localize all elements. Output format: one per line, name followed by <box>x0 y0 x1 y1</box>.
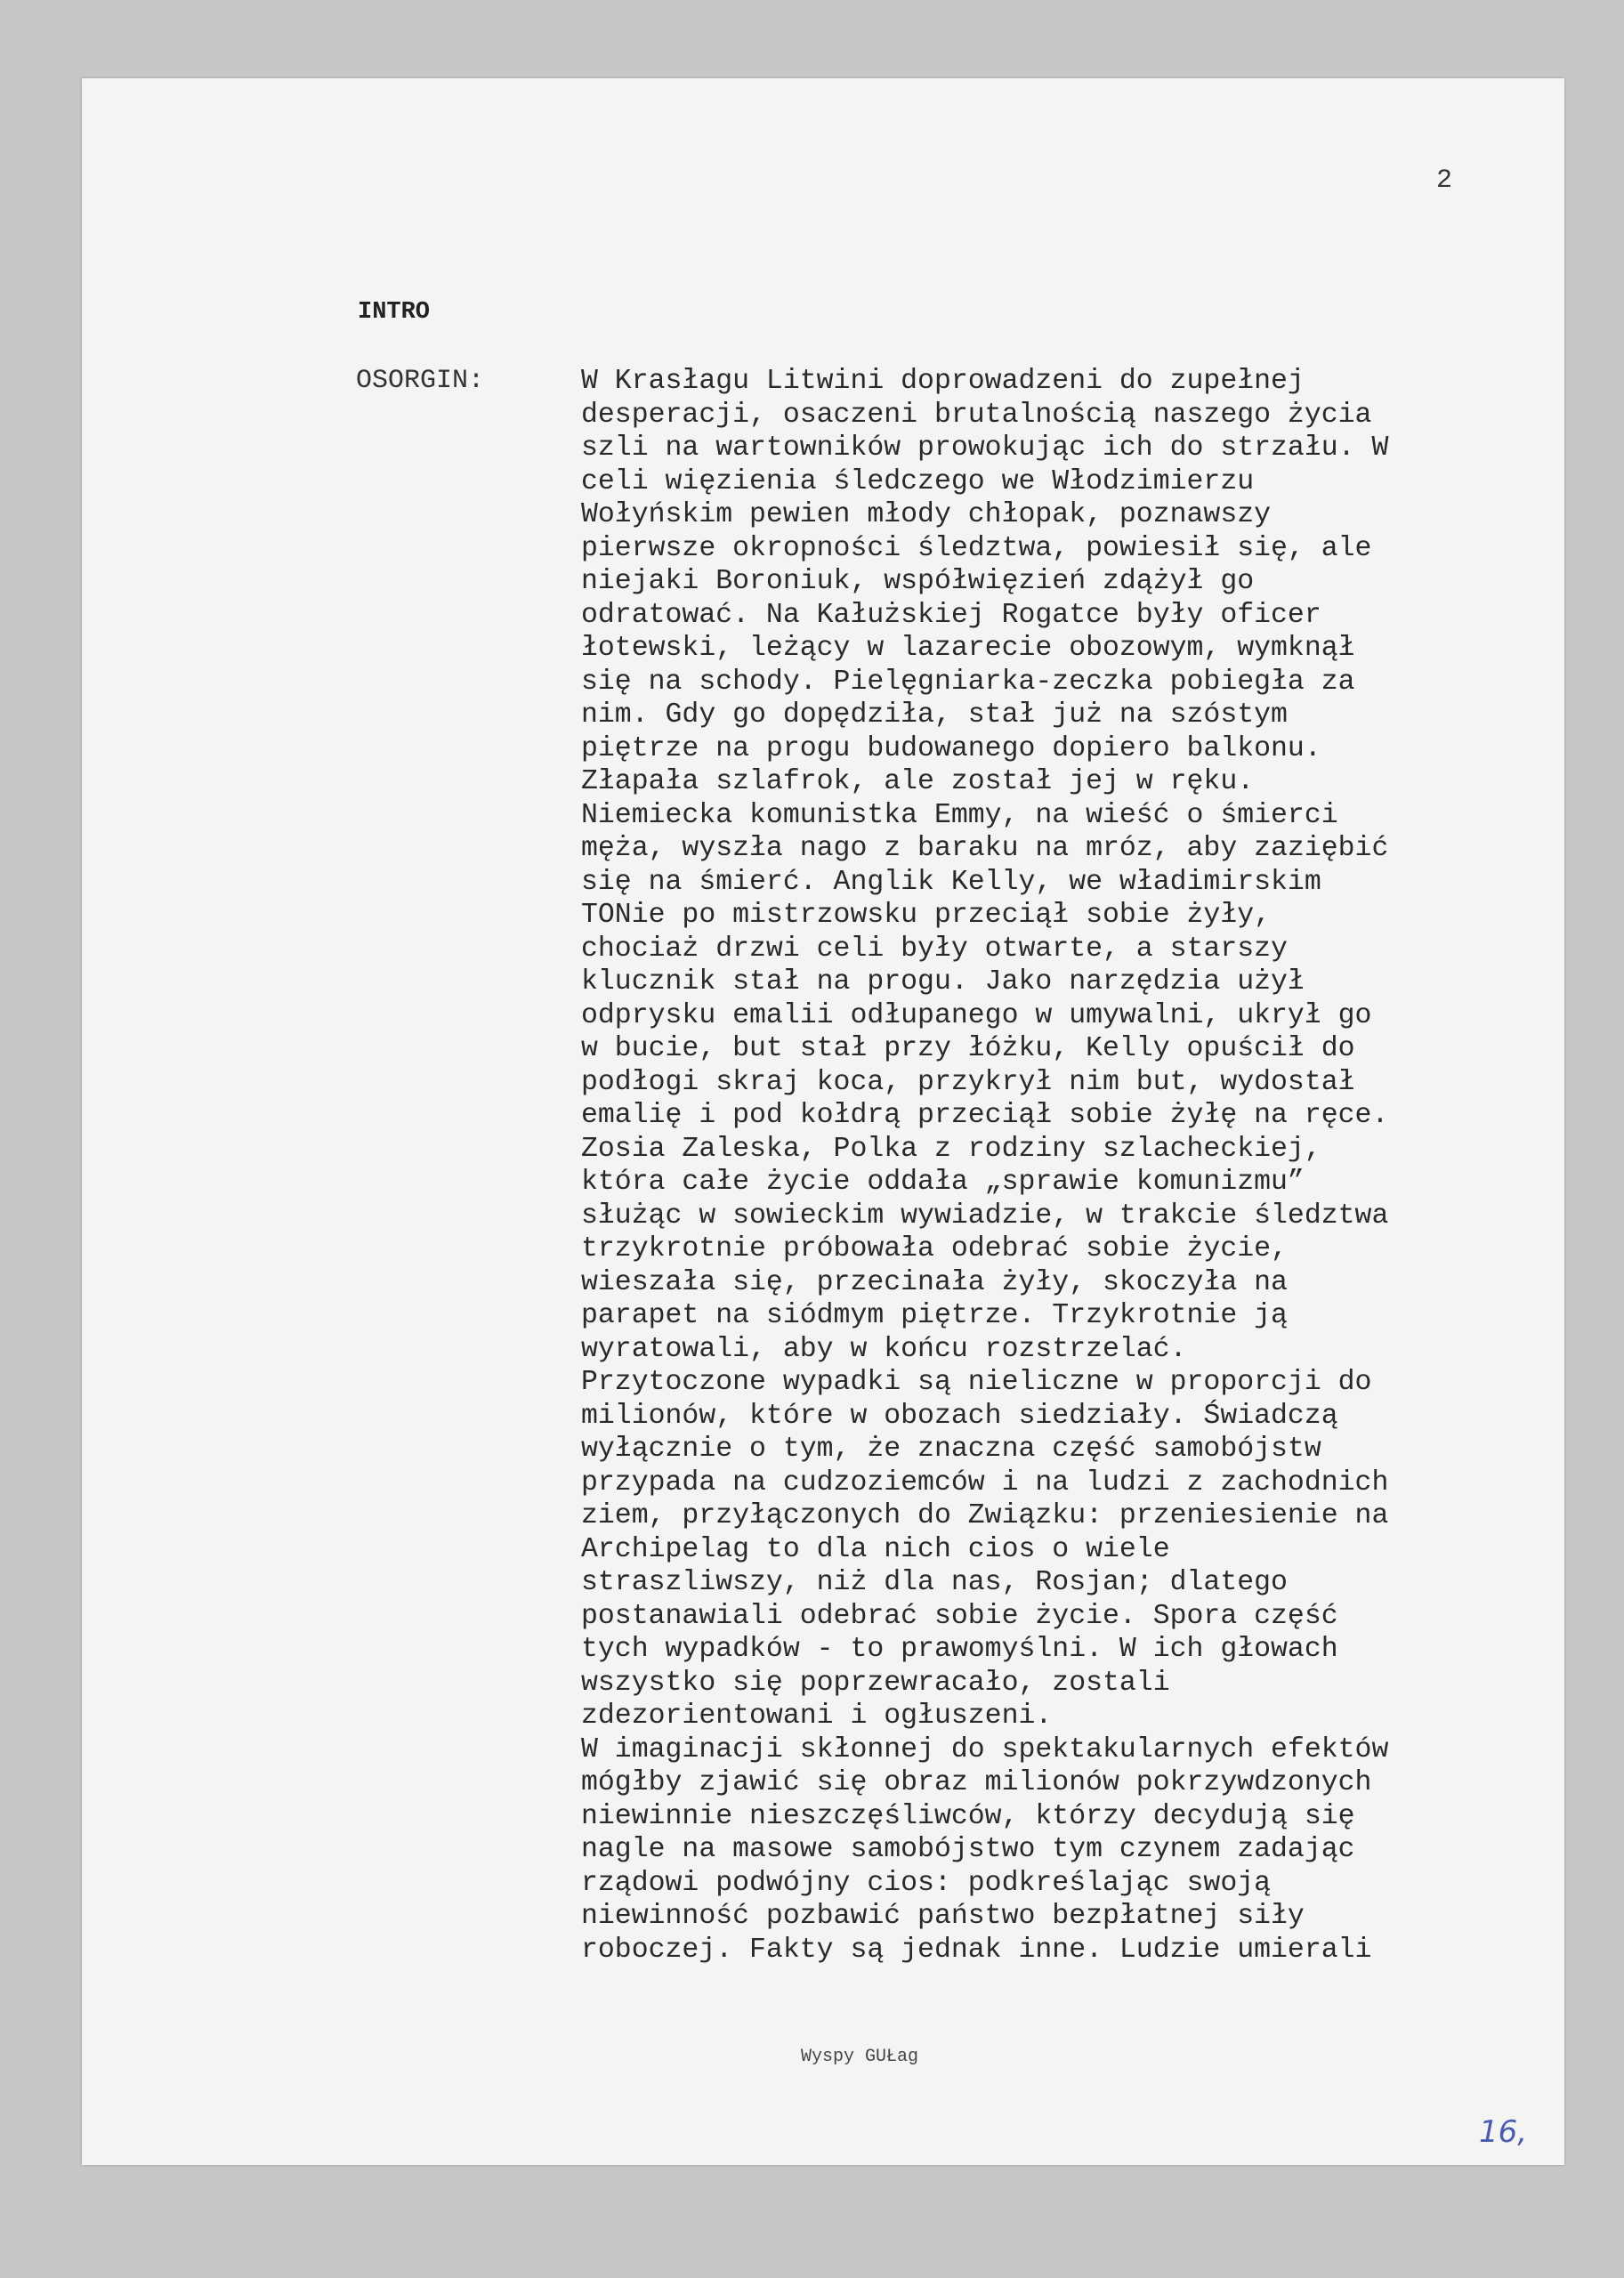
text-line: trzykrotnie próbowała odebrać sobie życie, <box>581 1233 1288 1264</box>
text-line: zdezorientowani i ogłuszeni. <box>581 1700 1053 1732</box>
text-line: chociaż drzwi celi były otwarte, a starszy <box>581 933 1288 965</box>
text-line: desperacji, osaczeni brutalnością naszego życia <box>581 399 1372 431</box>
text-line: pierwsze okropności śledztwa, powiesił się, ale <box>581 532 1372 564</box>
text-line: Wołyńskim pewien młody chłopak, poznawszy <box>581 499 1272 530</box>
text-line: wieszała się, przecinała żyły, skoczyła na <box>581 1266 1288 1298</box>
text-line: się na schody. Pielęgniarka-zeczka pobiegła za <box>581 666 1355 698</box>
text-line: straszliwszy, niż dla nas, Rosjan; dlatego <box>581 1567 1288 1598</box>
text-line: odprysku emalii odłupanego w umywalni, ukrył go <box>581 999 1372 1031</box>
section-heading: INTRO <box>358 299 431 326</box>
page-footer: Wyspy GUŁag <box>801 2047 919 2067</box>
text-line: która całe życie oddała „sprawie komunizmu” <box>581 1167 1305 1198</box>
document-page <box>82 78 1564 2165</box>
text-line: Złapała szlafrok, ale został jej w ręku. <box>581 766 1255 797</box>
text-line: ziem, przyłączonych do Związku: przeniesienie na <box>581 1500 1389 1531</box>
text-line: Przytoczone wypadki są nieliczne w proporcji do <box>581 1367 1372 1398</box>
text-line: rządowi podwójny cios: podkreślając swoją <box>581 1867 1272 1899</box>
text-line: odratować. Na Kałużskiej Rogatce były oficer <box>581 599 1321 631</box>
text-line: męża, wyszła nago z baraku na mróz, aby zaziębić <box>581 833 1389 864</box>
text-line: niewinnie nieszczęśliwców, którzy decydują się <box>581 1800 1355 1832</box>
text-line: wyłącznie o tym, że znaczna część samobójstw <box>581 1434 1321 1465</box>
text-line: nagle na masowe samobójstwo tym czynem zadając <box>581 1834 1355 1865</box>
text-line: mógłby zjawić się obraz milionów pokrzywdzonych <box>581 1767 1372 1798</box>
text-line: W imaginacji skłonnej do spektakularnych efektów <box>581 1733 1389 1765</box>
text-line: służąc w sowieckim wywiadzie, w trakcie śledztwa <box>581 1200 1389 1232</box>
handwritten-note: 16, <box>1479 2114 1528 2150</box>
text-line: wszystko się poprzewracało, zostali <box>581 1667 1170 1699</box>
text-line: niejaki Boroniuk, współwięzień zdążył go <box>581 566 1255 597</box>
text-line: nim. Gdy go dopędziła, stał już na szóstym <box>581 699 1288 731</box>
speaker-name: OSORGIN: <box>356 366 485 396</box>
text-line: wyratowali, aby w końcu rozstrzelać. <box>581 1333 1187 1365</box>
text-line: się na śmierć. Anglik Kelly, we władimirskim <box>581 866 1321 898</box>
text-line: szli na wartowników prowokując ich do strzału. W <box>581 432 1389 464</box>
text-line: TONie po mistrzowsku przeciął sobie żyły, <box>581 900 1272 931</box>
text-line: Niemiecka komunistka Emmy, na wieść o śmierci <box>581 799 1338 831</box>
text-line: przypada na cudzoziemców i na ludzi z zachodnich <box>581 1466 1389 1498</box>
text-line: postanawiali odebrać sobie życie. Spora część <box>581 1600 1338 1632</box>
text-line: Zosia Zaleska, Polka z rodziny szlacheckiej, <box>581 1133 1321 1165</box>
text-line: niewinność pozbawić państwo bezpłatnej siły <box>581 1901 1305 1932</box>
page-number: 2 <box>1436 166 1453 196</box>
text-line: piętrze na progu budowanego dopiero balkonu. <box>581 732 1321 764</box>
text-line: W Krasłagu Litwini doprowadzeni do zupełnej <box>581 366 1305 397</box>
text-line: celi więzienia śledczego we Włodzimierzu <box>581 465 1255 497</box>
text-line: Archipelag to dla nich cios o wiele <box>581 1533 1170 1565</box>
text-line: w bucie, but stał przy łóżku, Kelly opuścił do <box>581 1033 1355 1064</box>
text-line: klucznik stał na progu. Jako narzędzia użył <box>581 966 1305 998</box>
text-line: emalię i pod kołdrą przeciął sobie żyłę na ręce. <box>581 1100 1389 1131</box>
text-line: roboczej. Fakty są jednak inne. Ludzie umierali <box>581 1934 1372 1966</box>
text-line: podłogi skraj koca, przykrył nim but, wydostał <box>581 1066 1355 1098</box>
text-line: milionów, które w obozach siedziały. Świadczą <box>581 1400 1338 1432</box>
text-line: łotewski, leżący w lazarecie obozowym, wymknął <box>581 633 1355 664</box>
dialogue-text <box>581 365 1542 1967</box>
text-line: tych wypadków - to prawomyślni. W ich głowach <box>581 1634 1338 1665</box>
text-line: parapet na siódmym piętrze. Trzykrotnie ją <box>581 1300 1288 1331</box>
